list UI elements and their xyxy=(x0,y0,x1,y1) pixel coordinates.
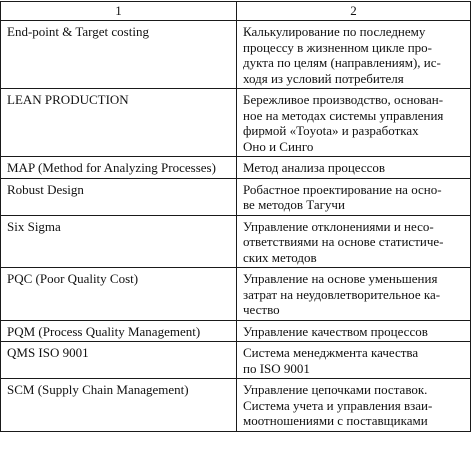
table-row xyxy=(1,342,471,379)
term-cell: MAP (Method for Analyzing Processes) xyxy=(1,157,237,179)
description-line: ве методов Тагучи xyxy=(243,197,345,212)
description-line: моотношениями с поставщиками xyxy=(243,413,428,428)
term-cell: Robust Design xyxy=(1,178,237,215)
term-cell: PQM (Process Quality Management) xyxy=(1,320,237,342)
header-col-1: 1 xyxy=(1,2,237,21)
description-line: по ISO 9001 xyxy=(243,360,310,376)
term-cell: End-point & Target costing xyxy=(1,21,237,89)
term-cell: Six Sigma xyxy=(1,215,237,268)
description-cell xyxy=(237,215,471,268)
description-line: затрат на неудовлетворительное ка- xyxy=(243,286,441,302)
description-line: Система менеджмента качества xyxy=(243,345,419,360)
description-cell xyxy=(237,342,471,379)
description-line: Метод анализа процессов xyxy=(243,160,386,175)
header-row xyxy=(1,2,471,21)
description-line: ответствиями на основе статистиче- xyxy=(243,234,444,249)
table-row xyxy=(1,215,471,268)
description-cell xyxy=(237,157,471,179)
description-line: фирмой «Toyota» и разработках xyxy=(243,123,419,138)
description-cell xyxy=(237,21,471,89)
description-line: чество xyxy=(243,302,280,317)
description-line: ное на методах системы управления xyxy=(243,107,444,123)
description-line: ских методов xyxy=(243,249,317,265)
table-row xyxy=(1,21,471,89)
description-line: Управление качеством процессов xyxy=(243,323,428,339)
description-line: Оно и Синго xyxy=(243,138,314,154)
table-row xyxy=(1,178,471,215)
table-row xyxy=(1,268,471,321)
description-line: Управление цепочками поставок. xyxy=(243,382,428,397)
description-line: Система учета и управления взаи- xyxy=(243,397,433,413)
description-cell xyxy=(237,178,471,215)
description-cell xyxy=(237,320,471,342)
table-row xyxy=(1,89,471,157)
table-row xyxy=(1,157,471,179)
description-line: Управление на основе уменьшения xyxy=(243,271,438,286)
description-line: дукта по целям (направлениям), ис- xyxy=(243,55,441,70)
description-line: Управление отклонениями и несо- xyxy=(243,218,434,234)
header-col-2: 2 xyxy=(237,2,471,21)
description-line: процессу в жизненном цикле про- xyxy=(243,39,432,55)
term-cell: LEAN PRODUCTION xyxy=(1,89,237,157)
term-cell: QMS ISO 9001 xyxy=(1,342,237,379)
terms-table xyxy=(0,1,471,432)
table-row xyxy=(1,320,471,342)
term-cell: PQC (Poor Quality Cost) xyxy=(1,268,237,321)
description-line: Калькулирование по последнему xyxy=(243,24,426,39)
description-line: ходя из условий потребителя xyxy=(243,70,404,86)
description-cell xyxy=(237,379,471,432)
description-line: Робастное проектирование на осно- xyxy=(243,181,442,197)
description-line: Бережливое производство, основан- xyxy=(243,92,444,107)
term-cell: SCM (Supply Chain Management) xyxy=(1,379,237,432)
table-row xyxy=(1,379,471,432)
description-cell xyxy=(237,268,471,321)
description-cell xyxy=(237,89,471,157)
